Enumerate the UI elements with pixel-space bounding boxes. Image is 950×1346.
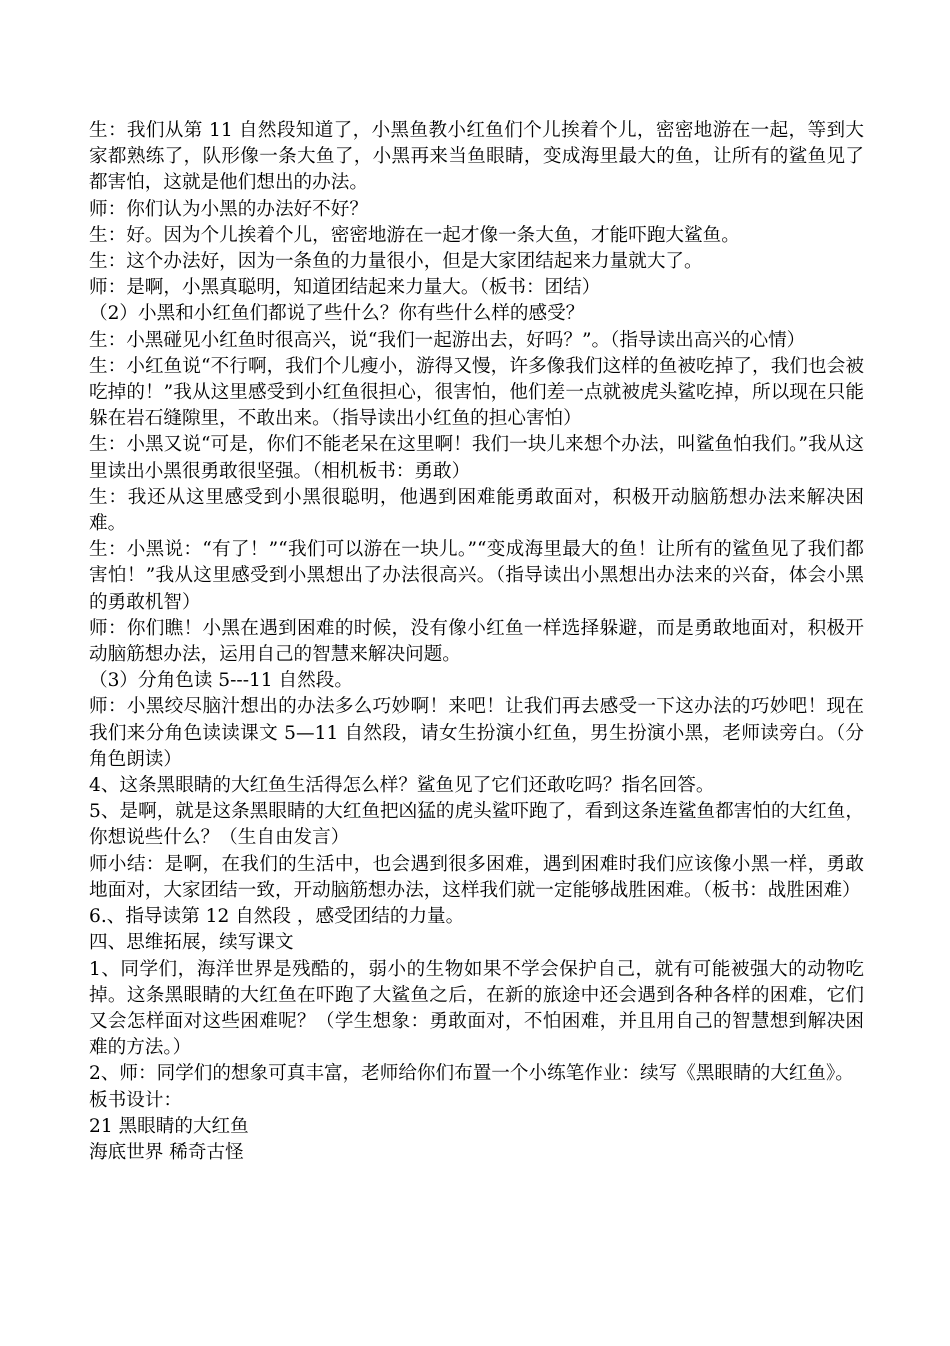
paragraph: 师：是啊，小黑真聪明，知道团结起来力量大。（板书：团结） (89, 277, 601, 299)
paragraph: 师小结：是啊，在我们的生活中，也会遇到很多困难，遇到困难时我们应该像小黑一样，勇敢地面对，大家团结一致，开动脑筋想办法，这样我们就一定能够战胜困难。（板书：战胜困难） (89, 853, 864, 901)
paragraph: 生：小黑说：“有了！”“我们可以游在一块儿。”“变成海里最大的鱼！让所有的鲨鱼见了我们都害怕！”我从这里感受到小黑想出了办法很高兴。（指导读出小黑想出办法来的兴奋，体会小黑的勇敢机智） (89, 539, 864, 613)
numbered-item: 6.、指导读第 12 自然段 ，感受团结的力量。 (89, 906, 465, 928)
board-design-title: 21 黑眼睛的大红鱼 (89, 1115, 249, 1137)
numbered-item: 5、是啊，就是这条黑眼睛的大红鱼把凶猛的虎头鲨吓跑了，看到这条连鲨鱼都害怕的大红鱼，你想说些什么？（生自由发言） (89, 801, 864, 849)
section-heading: 四、思维拓展，续写课文 (89, 932, 294, 954)
paragraph: 生：小黑碰见小红鱼时很高兴，说“我们一起游出去，好吗？”。（指导读出高兴的心情） (89, 329, 806, 351)
paragraph: 生：小黑又说“可是，你们不能老呆在这里啊！我们一块儿来想个办法，叫鲨鱼怕我们。”我从这里读出小黑很勇敢很坚强。（相机板书：勇敢） (89, 434, 864, 482)
numbered-item: 1、同学们，海洋世界是残酷的，弱小的生物如果不学会保护自己，就有可能被强大的动物吃掉。这条黑眼睛的大红鱼在吓跑了大鲨鱼之后，在新的旅途中还会遇到各种各样的困难，它们又会怎样面对这些困难呢？（学生想象：勇敢面对，不怕困难，并且用自己的智慧想到解决困难的方法。） (89, 958, 864, 1059)
paragraph: 师：你们瞧！小黑在遇到困难的时候，没有像小红鱼一样选择躲避，而是勇敢地面对，积极开动脑筋想办法，运用自己的智慧来解决问题。 (89, 617, 864, 666)
paragraph: 师：你们认为小黑的办法好不好？ (89, 198, 368, 220)
board-design-label: 板书设计： (89, 1089, 182, 1111)
paragraph: 生：我们从第 11 自然段知道了，小黑鱼教小红鱼们个儿挨着个儿，密密地游在一起，等到大家都熟练了，队形像一条大鱼了，小黑再来当鱼眼睛，变成海里最大的鱼，让所有的鲨鱼见了都害怕，这就是他们想出的办法。 (89, 120, 864, 194)
document-page (89, 118, 864, 1166)
board-design-line: 海底世界 稀奇古怪 (89, 1141, 244, 1163)
paragraph: 生：好。因为个儿挨着个儿，密密地游在一起才像一条大鱼，才能吓跑大鲨鱼。 (89, 224, 740, 246)
paragraph: 生：小红鱼说“不行啊，我们个儿瘦小，游得又慢，许多像我们这样的鱼被吃掉了，我们也会被吃掉的！”我从这里感受到小红鱼很担心，很害怕，他们差一点就被虎头鲨吃掉，所以现在只能躲在岩石缝隙里，不敢出来。（指导读出小红鱼的担心害怕） (89, 355, 864, 430)
paragraph: 生：我还从这里感受到小黑很聪明，他遇到困难能勇敢面对，积极开动脑筋想办法来解决困难。 (89, 486, 864, 535)
numbered-item: 2、师：同学们的想象可真丰富，老师给你们布置一个小练笔作业：续写《黑眼睛的大红鱼》。 (89, 1063, 854, 1085)
numbered-item: 4、这条黑眼睛的大红鱼生活得怎么样？鲨鱼见了它们还敢吃吗？指名回答。 (89, 775, 715, 797)
paragraph: 师：小黑绞尽脑汁想出的办法多么巧妙啊！来吧！让我们再去感受一下这办法的巧妙吧！现在我们来分角色读读课文 5—11 自然段，请女生扮演小红鱼，男生扮演小黑，老师读旁白。（分角色朗读） (89, 696, 864, 770)
section-question: （3）分角色读 5---11 自然段。 (89, 670, 353, 692)
paragraph: 生：这个办法好，因为一条鱼的力量很小，但是大家团结起来力量就大了。 (89, 251, 703, 273)
section-question: （2）小黑和小红鱼们都说了些什么？你有些什么样的感受？ (89, 303, 585, 325)
